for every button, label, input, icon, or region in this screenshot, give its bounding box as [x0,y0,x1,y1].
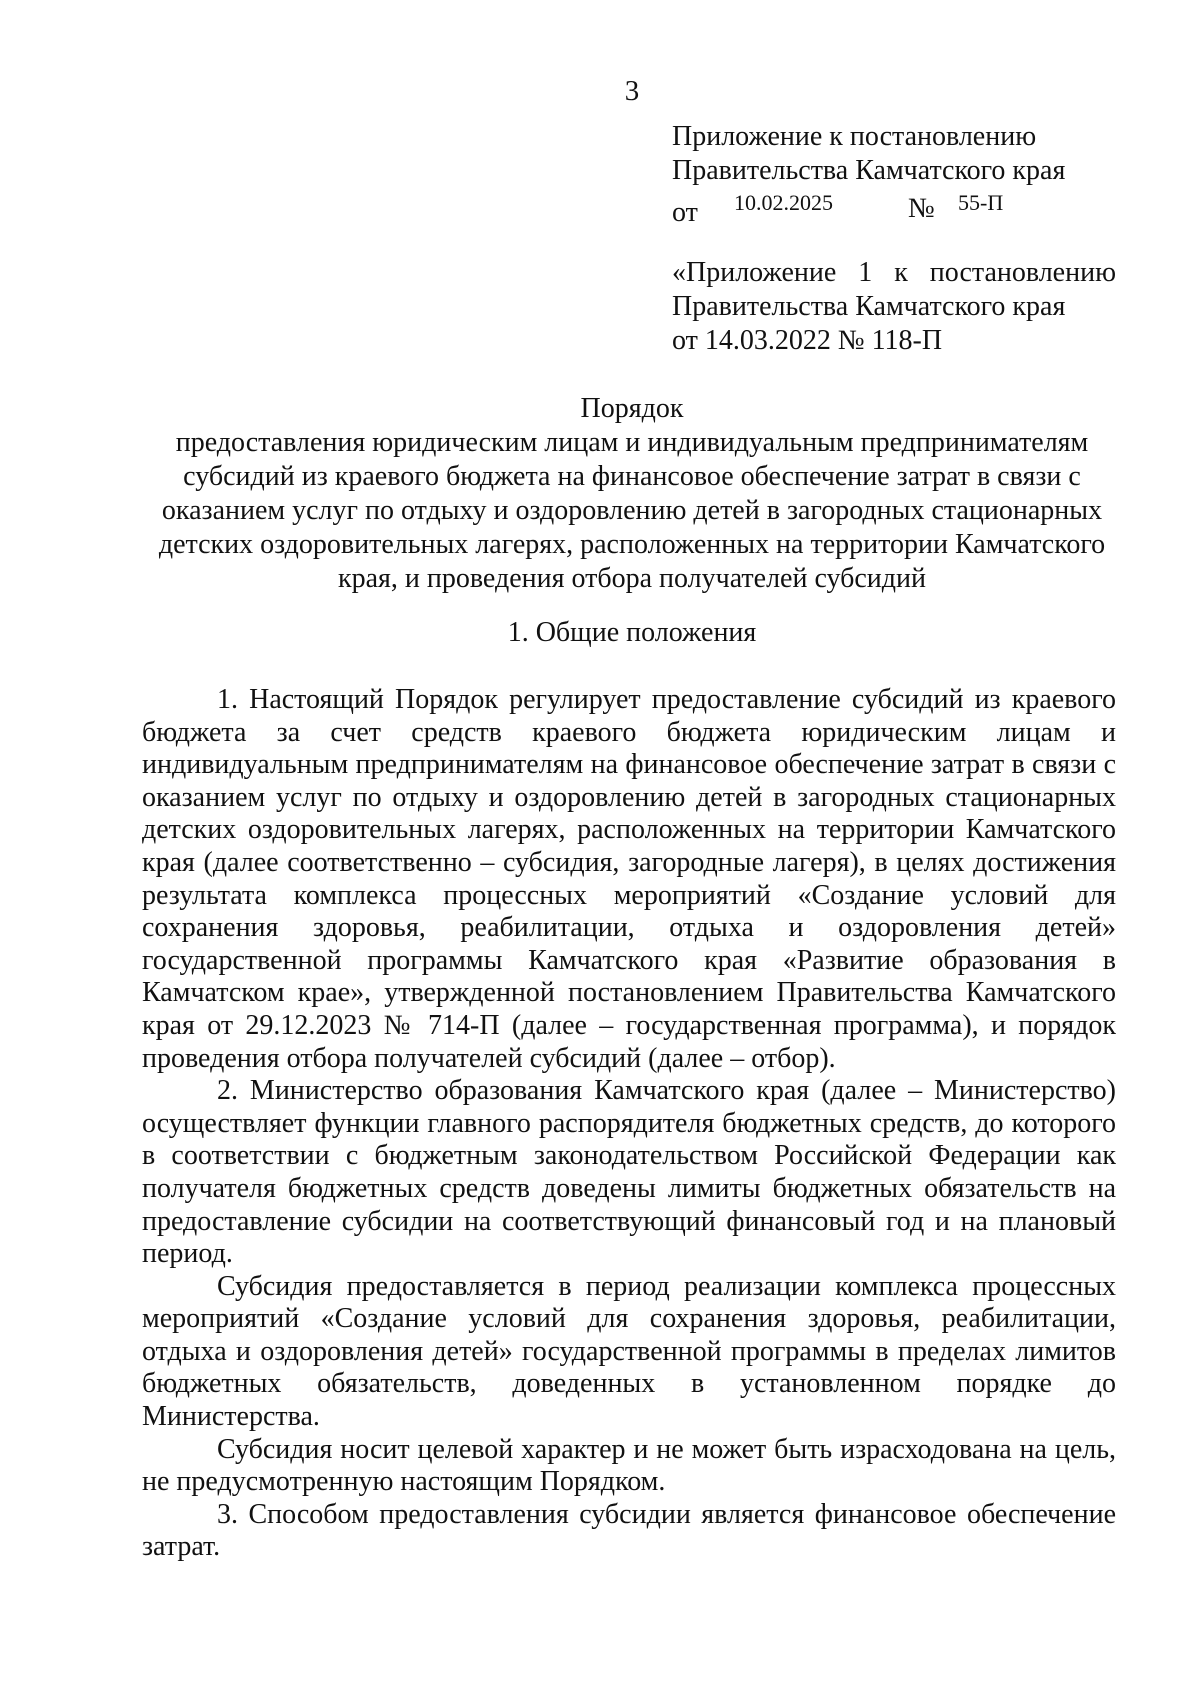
paragraph-4: Субсидия носит целевой характер и не может быть израсходована на цель, не предусмотренную настоящим Порядком. [142,1433,1116,1498]
annex-current-block [672,120,1116,228]
annex-previous-line1: «Приложение 1 к постановлению [672,257,1116,288]
annex-current-date: 10.02.2025 [734,190,833,215]
title-line5: края, и проведения отбора получателей субсидий [337,563,927,594]
page-number: 3 [624,75,640,107]
annex-current-line1: Приложение к постановлению [672,121,1037,152]
annex-previous-line2: Правительства Камчатского края [672,291,1066,322]
section-heading: 1. Общие положения [507,617,757,648]
annex-current-from-label: от [672,197,698,228]
title-line3: оказанием услуг по отдыху и оздоровлению детей в загородных стационарных [161,495,1103,526]
paragraph-1: 1. Настоящий Порядок регулирует предоставление субсидий из краевого бюджета за счет средств краевого бюджета юридическим лицам и индивидуальным предпринимателям на финансовое обеспечение затрат в связи с оказанием услуг по отдыху и оздоровлению детей в загородных стационарных детских оздоровительных лагерях, расположенных на территории Камчатского края (далее соответственно – субсидия, загородные лагеря), в целях достижения результата комплекса процессных мероприятий «Создание условий для сохранения здоровья, реабилитации, отдыха и оздоровления детей» государственной программы Камчатского края «Развитие образования в Камчатском крае», утвержденной постановлением Правительства Камчатского края от 29.12.2023 № 714-П (далее – государственная программа), и порядок проведения отбора получателей субсидий (далее – отбор). [142,684,1116,1074]
annex-previous-block [672,256,1116,358]
title-line2: субсидий из краевого бюджета на финансовое обеспечение затрат в связи с [183,461,1081,492]
title-line4: детских оздоровительных лагерях, расположенных на территории Камчатского [158,529,1106,560]
title-line1: предоставления юридическим лицам и индивидуальным предпринимателям [175,427,1089,458]
annex-current-number-sign: № [908,193,935,224]
title-main: Порядок [580,393,684,424]
paragraph-5: 3. Способом предоставления субсидии является финансовое обеспечение затрат. [142,1498,1116,1563]
annex-previous-line3: от 14.03.2022 № 118-П [672,325,943,356]
annex-current-date-line [672,188,1116,228]
annex-current-line2: Правительства Камчатского края [672,155,1066,186]
document-title [140,392,1124,596]
annex-current-number: 55-П [958,190,1004,215]
paragraph-3: Субсидия предоставляется в период реализации комплекса процессных мероприятий «Создание условий для сохранения здоровья, реабилитации, отдыха и оздоровления детей» государственной программы в пределах лимитов бюджетных обязательств, доведенных в установленном порядке до Министерства. [142,1270,1116,1433]
paragraph-2: 2. Министерство образования Камчатского края (далее – Министерство) осуществляет функции главного распорядителя бюджетных средств, до которого в соответствии с бюджетным законодательством Российской Федерации как получателя бюджетных средств доведены лимиты бюджетных обязательств на предоставление субсидии на соответствующий финансовый год и на плановый период. [142,1075,1116,1270]
document-body [142,684,1116,1564]
